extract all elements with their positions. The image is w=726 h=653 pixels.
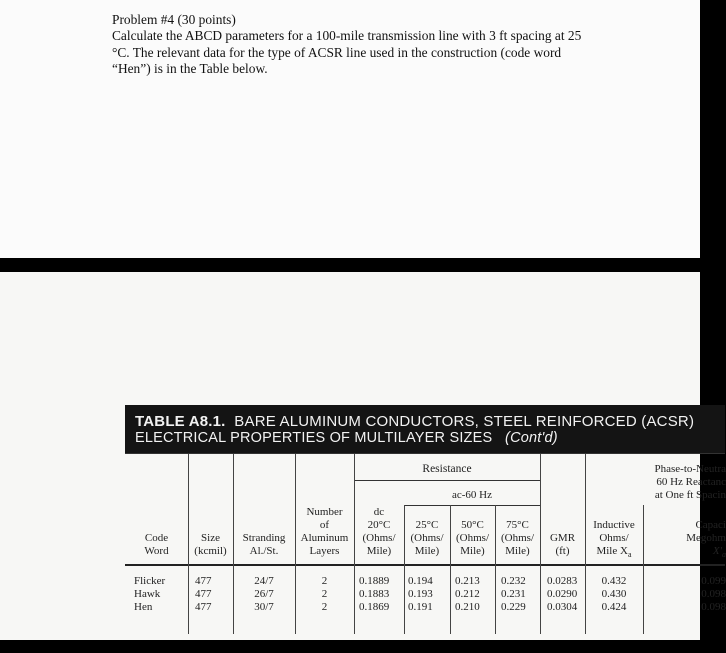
problem-title: Problem #4 (30 points) [112,12,236,27]
table-cell-layers: 2 [321,601,328,613]
page-divider [0,258,700,272]
table-cell-stranding: 30/7 [254,601,274,613]
header-phase-1: Phase-to-Neutra [654,463,726,475]
table-cell-dc20: 0.1883 [359,588,390,600]
table-cell-code: Hen [134,601,153,613]
header-75c: 75°C (Ohms/ Mile) [501,519,534,557]
problem-statement [112,12,592,77]
header-phase-2: 60 Hz Reactanc [656,476,726,488]
table-cell-xa: 0.432 [601,575,627,587]
table-cell-r25: 0.193 [408,588,433,600]
table-cell-gmr: 0.0304 [547,601,578,613]
table-subtitle: ELECTRICAL PROPERTIES OF MULTILAYER SIZES [135,430,493,446]
table-cell-layers: 2 [321,575,328,587]
table-cell-size: 477 [195,601,212,613]
table-cell-stranding: 24/7 [254,575,274,587]
table-cell-xpa: 0.098 [701,588,726,600]
header-size: Size (kcmil) [194,532,227,557]
header-ac60: ac-60 Hz [451,489,492,501]
header-stranding: Stranding Al./St. [242,532,286,557]
table-cell-r50: 0.212 [455,588,480,600]
rule-resistance [354,480,540,481]
table-subtitle-note: (Cont'd) [505,430,558,446]
table-cell-gmr: 0.0283 [547,575,578,587]
header-code: Code Word [144,532,169,557]
table-cell-r25: 0.191 [408,601,433,613]
table-cell-dc20: 0.1869 [359,601,390,613]
table-cell-r50: 0.210 [455,601,480,613]
table-cell-dc20: 0.1889 [359,575,390,587]
table-number: TABLE A8.1. [135,413,226,430]
header-50c: 50°C (Ohms/ Mile) [456,519,489,557]
table-cell-xpa: 0.099 [701,575,726,587]
acsr-table [125,405,725,645]
header-25c: 25°C (Ohms/ Mile) [410,519,444,557]
rule-header-bottom [125,564,725,566]
table-page [0,272,726,640]
table-cell-code: Flicker [134,575,166,587]
header-layers: Number of Aluminum Layers [300,506,349,557]
table-cell-layers: 2 [321,588,328,600]
header-capacitive: Capaci Megohm $X'_a$ [686,519,726,560]
table-cell-size: 477 [195,575,212,587]
header-resistance: Resistance [422,463,472,475]
header-inductive: Inductive Ohms/ Mile $X_a$ [593,519,635,560]
table-cell-xpa: 0.098 [701,601,726,613]
table-cell-gmr: 0.0290 [547,588,578,600]
rule-ac60 [404,505,540,506]
table-cell-r25: 0.194 [408,575,433,587]
table-title-bar [125,405,725,453]
table-cell-r75: 0.229 [501,601,526,613]
table-cell-xa: 0.430 [601,588,627,600]
table-cell-r75: 0.232 [501,575,526,587]
problem-line-2: °C. The relevant data for the type of ACSR line used in the construction (code word [112,44,562,60]
table-cell-xa: 0.424 [601,601,627,613]
table-cell-size: 477 [195,588,212,600]
table-cell-r75: 0.231 [501,588,526,600]
problem-line-3: “Hen”) is in the Table below. [112,60,268,76]
table-cell-code: Hawk [134,588,161,600]
table-title: BARE ALUMINUM CONDUCTORS, STEEL REINFORCED (ACSR) [234,413,695,430]
header-dc: dc 20°C (Ohms/ Mile) [362,506,396,557]
problem-page [0,0,700,258]
rule-top [125,453,725,454]
table-cell-stranding: 26/7 [254,588,274,600]
table-cell-r50: 0.213 [455,575,480,587]
header-gmr: GMR (ft) [549,532,576,557]
problem-line-1: Calculate the ABCD parameters for a 100-mile transmission line with 3 ft spacing at 25 [112,28,582,44]
header-phase-3: at One ft Spacin [654,489,726,501]
table-grid [125,453,725,653]
